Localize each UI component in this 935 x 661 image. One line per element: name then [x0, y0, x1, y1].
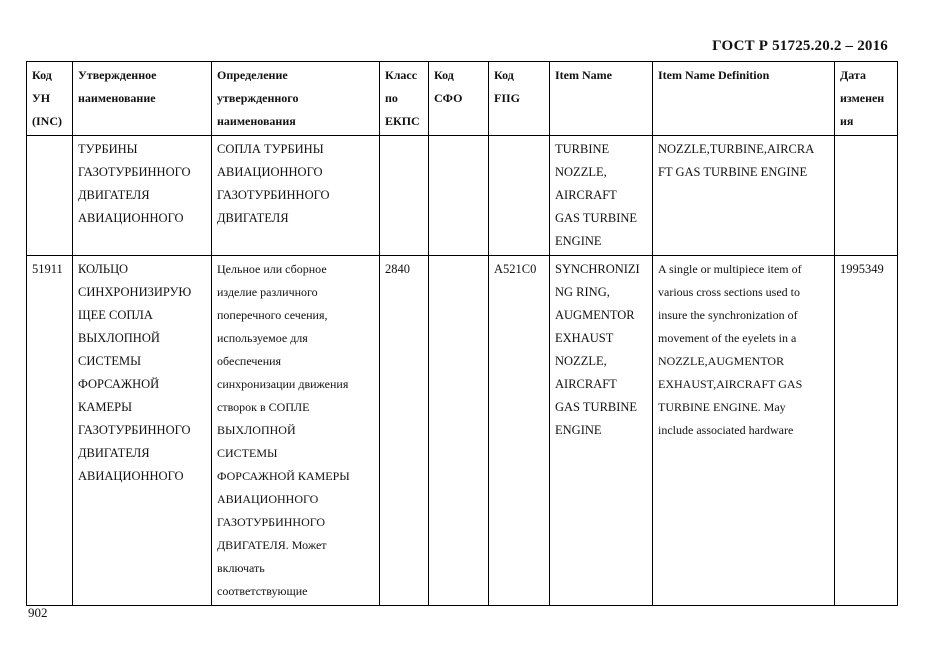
column-header-item-name-definition: Item Name Definition: [653, 62, 835, 136]
cell-item-name-definition: A single or multipiece item of various cross sections used to insure the synchronization of movement of the eyelets in a NOZZLE,AUGMENTOR EXHAUST,AIRCRAFT GAS TURBINE ENGINE. May include associated hardware: [653, 256, 835, 606]
cell-approved-name: ТУРБИНЫ ГАЗОТУРБИННОГО ДВИГАТЕЛЯ АВИАЦИОННОГО: [73, 136, 212, 256]
column-header-definition: Определение утвержденного наименования: [212, 62, 380, 136]
cell-item-name-definition: NOZZLE,TURBINE,AIRCRA FT GAS TURBINE ENGINE: [653, 136, 835, 256]
table-row: [27, 256, 898, 606]
cell-sfo-code: [429, 136, 489, 256]
column-header-approved-name: Утвержденное наименование: [73, 62, 212, 136]
cell-approved-name: КОЛЬЦО СИНХРОНИЗИРУЮ ЩЕЕ СОПЛА ВЫХЛОПНОЙ СИСТЕМЫ ФОРСАЖНОЙ КАМЕРЫ ГАЗОТУРБИННОГО ДВИГАТЕЛЯ АВИАЦИОННОГО: [73, 256, 212, 606]
column-header-inc: Код УН (INC): [27, 62, 73, 136]
cell-fiig-code: A521C0: [489, 256, 550, 606]
cell-sfo-code: [429, 256, 489, 606]
column-header-ekps-class: Класс по ЕКПС: [380, 62, 429, 136]
page-number: 902: [28, 605, 48, 620]
document-standard-header: ГОСТ Р 51725.20.2 – 2016: [712, 38, 888, 54]
cell-fiig-code: [489, 136, 550, 256]
item-names-table: [26, 61, 898, 606]
cell-change-date: [835, 136, 898, 256]
column-header-item-name: Item Name: [550, 62, 653, 136]
table-header-row: [27, 62, 898, 136]
cell-ekps-class: [380, 136, 429, 256]
cell-ekps-class: 2840: [380, 256, 429, 606]
column-header-fiig-code: Код FIIG: [489, 62, 550, 136]
table-row: [27, 136, 898, 256]
cell-inc: 51911: [27, 256, 73, 606]
cell-item-name: TURBINE NOZZLE, AIRCRAFT GAS TURBINE ENGINE: [550, 136, 653, 256]
column-header-sfo-code: Код СФО: [429, 62, 489, 136]
cell-definition: Цельное или сборное изделие различного поперечного сечения, используемое для обеспечения синхронизации движения створок в СОПЛЕ ВЫХЛОПНОЙ СИСТЕМЫ ФОРСАЖНОЙ КАМЕРЫ АВИАЦИОННОГО ГАЗОТУРБИННОГО ДВИГАТЕЛЯ. Может включать соответствующие: [212, 256, 380, 606]
column-header-change-date: Дата изменен ия: [835, 62, 898, 136]
cell-item-name: SYNCHRONIZI NG RING, AUGMENTOR EXHAUST NOZZLE, AIRCRAFT GAS TURBINE ENGINE: [550, 256, 653, 606]
cell-inc: [27, 136, 73, 256]
cell-change-date: 1995349: [835, 256, 898, 606]
cell-definition: СОПЛА ТУРБИНЫ АВИАЦИОННОГО ГАЗОТУРБИННОГО ДВИГАТЕЛЯ: [212, 136, 380, 256]
